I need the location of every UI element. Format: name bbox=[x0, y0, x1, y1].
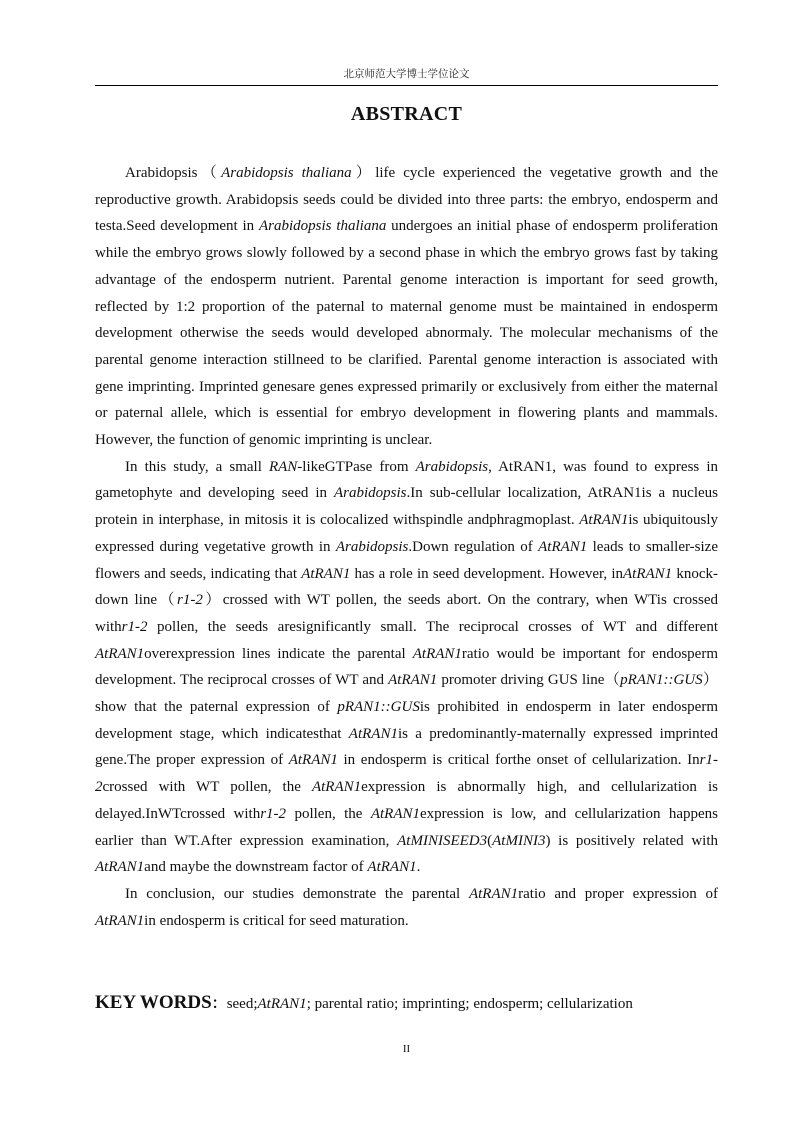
italic-term: pRAN1::GUS bbox=[337, 699, 420, 716]
keywords-list bbox=[227, 996, 633, 1012]
italic-term: AtRAN1 bbox=[412, 645, 462, 662]
italic-term: AtRAN1 bbox=[95, 645, 145, 662]
text-run: and maybe the downstream factor of bbox=[144, 859, 368, 876]
text-run: Arabidopsis（ bbox=[125, 165, 222, 181]
italic-term: RAN bbox=[268, 458, 298, 475]
keywords-colon: ： bbox=[211, 994, 227, 1012]
abstract-paragraph bbox=[95, 454, 718, 881]
italic-term: AtRAN1 bbox=[288, 752, 338, 769]
italic-term: AtRAN1 bbox=[370, 805, 420, 822]
italic-term: AtRAN1 bbox=[301, 565, 351, 582]
italic-term: Arabidopsis bbox=[334, 485, 407, 502]
text-run: knock-down line（ bbox=[95, 565, 718, 609]
text-run: pollen, the seeds aresignificantly small. The reciprocal crosses of WT and different bbox=[147, 618, 718, 635]
italic-term: AtRAN1 bbox=[95, 912, 145, 929]
text-run: ratio would be important for endosperm development. The reciprocal crosses of WT and bbox=[95, 645, 718, 689]
text-run: expression is abnormally high, and cellularization is delayed.InWTcrossed with bbox=[95, 779, 719, 822]
text-run: in endosperm is critical forthe onset of cellularization. In bbox=[337, 752, 700, 769]
text-run: in endosperm is critical for seed maturation. bbox=[144, 912, 409, 929]
text-run: is a predominantly-maternally expressed imprinted gene.The proper expression of bbox=[95, 725, 718, 769]
italic-term: AtRAN1 bbox=[257, 996, 307, 1012]
text-run: ）life cycle experienced the vegetative growth and the reproductive growth. Arabidopsis seeds could be divided into three parts: the embryo, endosperm and testa.Seed development in bbox=[95, 165, 718, 235]
text-run: ) is positively related with bbox=[545, 832, 718, 849]
text-run: undergoes an initial phase of endosperm proliferation while the embryo grows slowly followed by a second phase in which the embryo grows fast by taking advantage of the endosperm nutrient. Parental genome interaction is important for seed growth, reflected by 1:2 proportion of the paternal to maternal genome must be maintained in endosperm development otherwise the seeds would developed abnormaly. The molecular mechanisms of the parental genome interaction stillneed to be clarified. Parental genome interaction is associated with gene imprinting. Imprinted genesare genes expressed primarily or exclusively from either the maternal or paternal allele, which is essential for embryo development in flowering plants and mammals. However, the function of genomic imprinting is unclear. bbox=[95, 218, 718, 449]
italic-term: Arabidopsis thaliana bbox=[259, 218, 387, 235]
text-run: ）show that the paternal expression of bbox=[95, 672, 718, 716]
abstract-body bbox=[95, 160, 718, 934]
italic-term: AtRAN1 bbox=[388, 672, 438, 689]
text-run: has a role in seed development. However, in bbox=[350, 565, 623, 582]
italic-term: Arabidopsis thaliana bbox=[221, 165, 352, 181]
text-run: .Down regulation of bbox=[408, 538, 539, 555]
italic-term: r1-2 bbox=[95, 752, 718, 796]
italic-term: AtRAN1 bbox=[468, 885, 519, 902]
text-run: is prohibited in endosperm in later endosperm development stage, which indicatesthat bbox=[95, 699, 718, 742]
abstract-title: ABSTRACT bbox=[350, 103, 463, 125]
text-run: crossed with WT pollen, the bbox=[102, 779, 312, 796]
text-run: overexpression lines indicate the parental bbox=[144, 645, 413, 662]
italic-term: AtMINISEED3 bbox=[397, 832, 488, 849]
italic-term: AtRAN1 bbox=[367, 859, 417, 876]
text-run: leads to smaller-size flowers and seeds, indicating that bbox=[95, 538, 718, 582]
text-run: ratio and proper expression of bbox=[518, 885, 718, 902]
italic-term: Arabidopsis bbox=[335, 538, 409, 555]
text-run: ( bbox=[487, 832, 493, 849]
running-header: 北京师范大学博士学位论文 bbox=[343, 68, 470, 80]
header-rule bbox=[95, 85, 718, 86]
italic-term: AtRAN1 bbox=[311, 779, 362, 796]
italic-term: AtMINI3 bbox=[492, 832, 546, 849]
italic-term: AtRAN1 bbox=[579, 512, 629, 529]
text-run: . bbox=[416, 859, 421, 876]
text-run: ; parental ratio; imprinting; endosperm; cellularization bbox=[306, 996, 633, 1012]
italic-term: AtRAN1 bbox=[348, 725, 398, 742]
italic-term: AtRAN1 bbox=[623, 565, 673, 582]
keywords-line bbox=[95, 992, 735, 1014]
abstract-paragraph bbox=[95, 160, 718, 454]
italic-term: r1-2 bbox=[260, 805, 287, 822]
text-run: ）crossed with WT pollen, the seeds abort. On the contrary, when WTis crossed with bbox=[95, 592, 718, 635]
text-run: .In sub-cellular localization, AtRAN1is a nucleus protein in interphase, in mitosis it is colocalized withspindle andphragmoplast. bbox=[95, 485, 718, 529]
text-run: , AtRAN1, was found to express in gametophyte and developing seed in bbox=[95, 458, 718, 502]
text-run: In this study, a small bbox=[125, 458, 269, 475]
italic-term: r1-2 bbox=[177, 592, 203, 609]
text-run: is ubiquitously expressed during vegetative growth in bbox=[95, 512, 718, 555]
page-number: II bbox=[402, 1043, 411, 1055]
abstract-paragraph bbox=[95, 881, 718, 934]
text-run: seed; bbox=[226, 996, 258, 1012]
keywords-label: KEY WORDS bbox=[95, 992, 212, 1013]
text-run: In conclusion, our studies demonstrate the parental bbox=[125, 885, 469, 902]
text-run: expression is low, and cellularization happens earlier than WT.After expression examination, bbox=[95, 805, 719, 849]
italic-term: r1-2 bbox=[121, 618, 148, 635]
italic-term: pRAN1::GUS bbox=[620, 672, 703, 689]
italic-term: AtRAN1 bbox=[538, 538, 588, 555]
italic-term: AtRAN1 bbox=[95, 859, 145, 876]
italic-term: Arabidopsis bbox=[415, 458, 489, 475]
text-run: promoter driving GUS line（ bbox=[437, 672, 621, 689]
text-run: -likeGTPase from bbox=[297, 458, 416, 475]
text-run: pollen, the bbox=[286, 805, 371, 822]
